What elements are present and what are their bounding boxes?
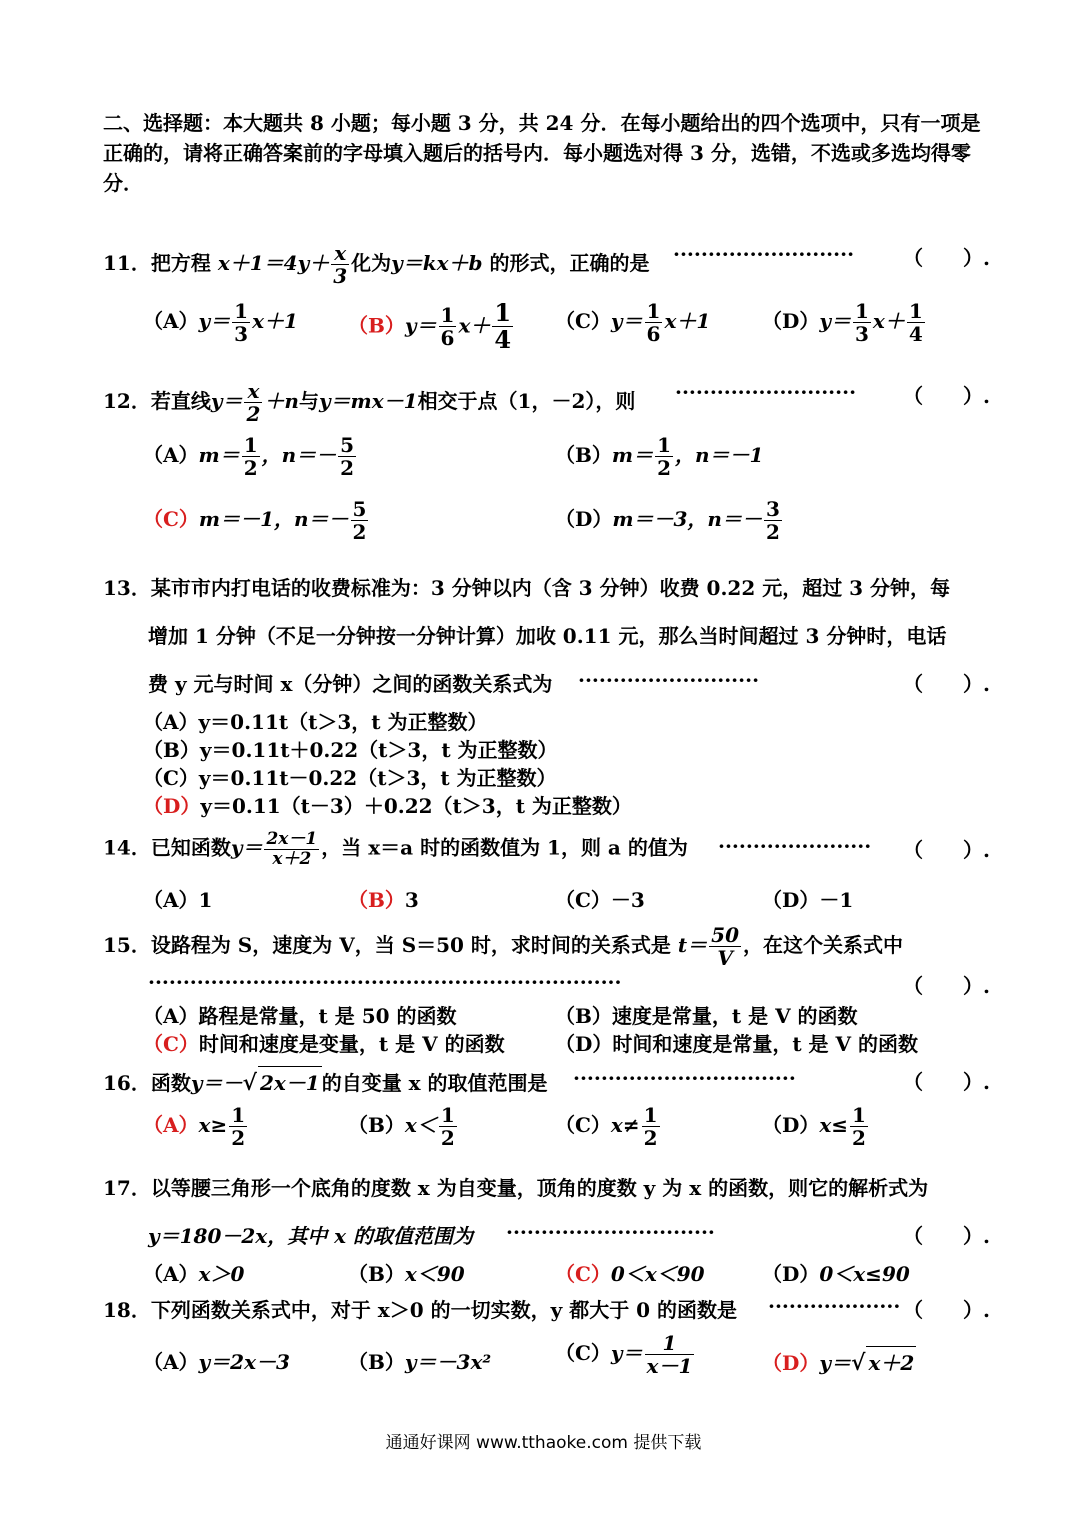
q11-option-a[interactable]: （A）y＝ $\frac{1}{3}$ x＋1 [143,299,298,346]
footer-credit: 通通好课网 www.tthaoke.com 提供下载 [385,1433,702,1453]
question-17-line2: y＝180－2x，其中 x 的取值范围为 ······························ （ ）. [148,1220,990,1248]
q12-option-d[interactable]: （D）m＝－3，n＝－ $\frac{3}{2}$ [555,497,780,544]
q14-option-a[interactable]: （A）1 [143,888,213,912]
q14-option-d[interactable]: （D）－1 [762,888,854,912]
question-12: 12．若直线y＝ $\frac{x}{2}$ ＋n与y＝mx－1相交于点（1，－2），则 ·························· （ ）. [103,379,990,426]
question-13-line3: 费 y 元与时间 x（分钟）之间的函数关系式为 ·························· （ ）. [148,668,990,696]
answer-paren: （ ）. [903,384,990,408]
q12-option-b[interactable]: （B）m＝ $\frac{1}{2}$ ，n＝－1 [555,433,764,480]
q12-option-c[interactable]: （C）m＝－1，n＝－ $\frac{5}{2}$ [143,497,367,544]
q15-option-c[interactable]: （C）时间和速度是变量，t 是 V 的函数 [143,1032,505,1056]
q18-option-b[interactable]: （B）y＝－3x² [348,1350,492,1374]
q14-option-c[interactable]: （C）－3 [555,888,645,912]
q17-option-d[interactable]: （D）0＜x≤90 [762,1262,910,1286]
q14-option-b[interactable]: （B）3 [348,888,419,912]
question-17: 17．以等腰三角形一个底角的度数 x 为自变量，顶角的度数 y 为 x 的函数，则它的解析式为 [103,1176,929,1200]
q17-option-c[interactable]: （C）0＜x＜90 [555,1262,705,1286]
question-13: 13．某市市内打电话的收费标准为：3 分钟以内（含 3 分钟）收费 0.22 元，超过 3 分钟，每 [103,576,951,600]
question-18: 18．下列函数关系式中，对于 x＞0 的一切实数，y 都大于 0 的函数是 ··················· （ ）. [103,1294,990,1322]
q16-option-c[interactable]: （C）x≠ $\frac{1}{2}$ [555,1103,658,1150]
question-13-line2: 增加 1 分钟（不足一分钟按一分钟计算）加收 0.11 元，那么当时间超过 3 分钟时，电话 [148,624,947,648]
question-11: 11．把方程 x＋1＝4y＋ $\frac{x}{3}$ 化为y＝kx＋b 的形式，正确的是 ·························· （ ）. [103,241,990,288]
section-intro: 二、选择题：本大题共 8 小题；每小题 3 分，共 24 分．在每小题给出的四个选项中，只有一项是正确的，请将正确答案前的字母填入题后的括号内．每小题选对得 3 分，选错，不选或多选均得零分． [103,111,981,195]
q13-option-d[interactable]: （D）y＝0.11（t－3）＋0.22（t＞3，t 为正整数） [143,794,632,818]
q13-option-a[interactable]: （A）y＝0.11t（t＞3，t 为正整数） [143,710,488,734]
question-14: 14．已知函数y＝ $\frac{2x-1}{x+2}$ ，当 x＝a 时的函数值为 1，则 a 的值为 ······················ （ ）. [103,829,990,869]
answer-paren: （ ）. [903,1224,990,1248]
q15-option-d[interactable]: （D）时间和速度是常量，t 是 V 的函数 [555,1032,918,1056]
q18-option-c[interactable]: （C）y＝ $\frac{1}{x-1}$ [555,1331,693,1378]
q18-option-a[interactable]: （A）y＝2x－3 [143,1350,290,1374]
q12-option-a[interactable]: （A）m＝ $\frac{1}{2}$ ，n＝－ $\frac{5}{2}$ [143,433,355,480]
q13-option-b[interactable]: （B）y＝0.11t＋0.22（t＞3，t 为正整数） [143,738,558,762]
q16-option-a[interactable]: （A）x≥ $\frac{1}{2}$ [143,1103,246,1150]
answer-paren: （ ）. [903,1298,990,1322]
q11-option-c[interactable]: （C）y＝ $\frac{1}{6}$ x＋1 [555,299,711,346]
q17-option-a[interactable]: （A）x＞0 [143,1262,245,1286]
answer-paren: （ ）. [903,838,990,862]
q15-option-b[interactable]: （B）速度是常量，t 是 V 的函数 [555,1004,858,1028]
q16-option-b[interactable]: （B）x＜ $\frac{1}{2}$ [348,1103,455,1150]
q17-option-b[interactable]: （B）x＜90 [348,1262,465,1286]
answer-paren: （ ）. [903,246,990,270]
answer-paren: （ ）. [903,672,990,696]
q18-option-d[interactable]: （D）y＝√ x＋2 [762,1346,916,1376]
q15-option-a[interactable]: （A）路程是常量，t 是 50 的函数 [143,1004,457,1028]
question-15-dots: ···································································· （ ）. [148,970,990,998]
q11-option-d[interactable]: （D）y＝ $\frac{1}{3}$ x＋ $\frac{1}{4}$ [762,299,923,346]
q13-option-c[interactable]: （C）y＝0.11t－0.22（t＞3，t 为正整数） [143,766,557,790]
q11-option-b[interactable]: （B）y＝ $\frac{1}{6}$ x＋ $\frac{1}{4}$ [348,298,512,355]
answer-paren: （ ）. [903,974,990,998]
question-16: 16．函数y＝－√ 2x－1 的自变量 x 的取值范围是 ································ （ ）. [103,1066,990,1096]
answer-paren: （ ）. [903,1070,990,1094]
q16-option-d[interactable]: （D）x≤ $\frac{1}{2}$ [762,1103,866,1150]
question-15: 15．设路程为 S，速度为 V，当 S＝50 时，求时间的关系式是 t＝ $\frac{50}{V}$ ，在这个关系式中 [103,923,903,970]
